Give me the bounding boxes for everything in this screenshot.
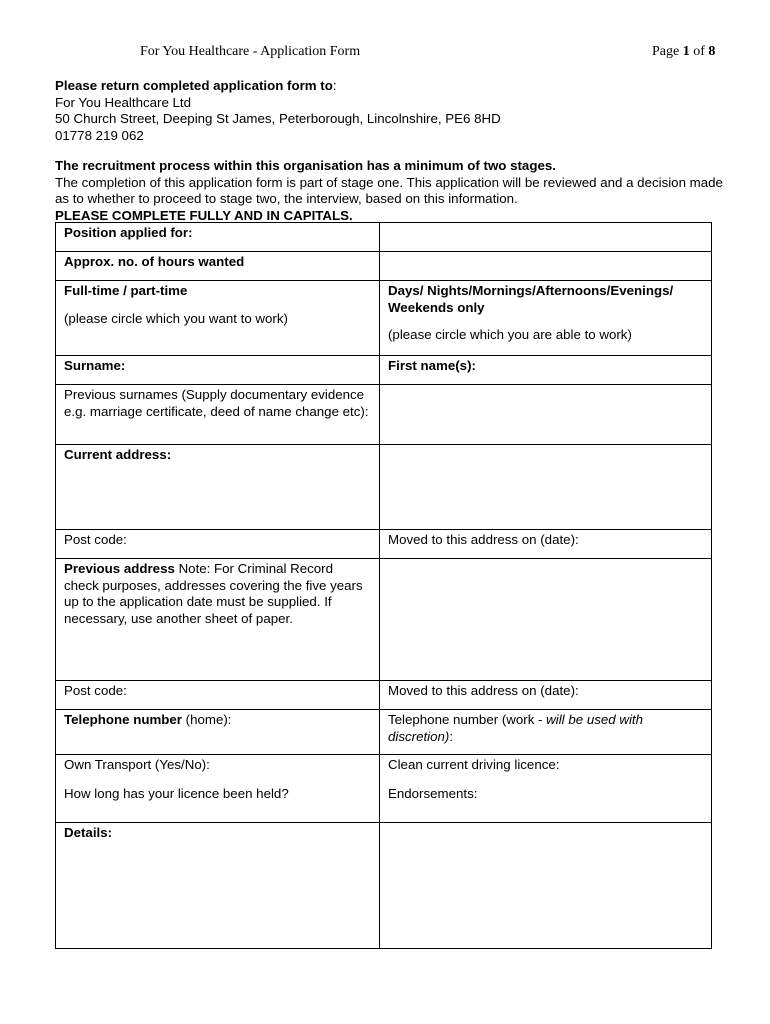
firstname-label[interactable]: First name(s): <box>380 356 712 385</box>
tel-work-cell[interactable] <box>380 710 712 755</box>
tel-home-suffix: (home): <box>181 712 232 727</box>
details-label[interactable]: Details: <box>56 823 380 949</box>
tel-home-label: Telephone number <box>64 712 182 727</box>
row-details <box>56 823 712 949</box>
row-prev-address <box>56 559 712 681</box>
row-position <box>56 223 712 252</box>
process-heading: The recruitment process within this organisation has a minimum of two stages. <box>55 158 556 173</box>
moved-date-2-label[interactable]: Moved to this address on (date): <box>380 681 712 710</box>
position-field[interactable] <box>380 223 712 252</box>
page-number <box>652 44 715 60</box>
row-prev-surnames <box>56 385 712 445</box>
tel-home-cell[interactable] <box>56 710 380 755</box>
hours-field[interactable] <box>380 252 712 281</box>
process-text: The completion of this application form is part of stage one. This application will be reviewed and a decision made as to whether to proceed to stage two, the interview, based on this information. <box>55 174 723 206</box>
row-hours <box>56 252 712 281</box>
company-name: For You Healthcare Ltd <box>55 94 192 110</box>
days-label: Days/ Nights/Mornings/Afternoons/Evenings/ Weekends only <box>388 283 674 315</box>
position-label: Position applied for: <box>56 223 380 252</box>
endorsements-label: Endorsements: <box>388 785 478 801</box>
intro-section <box>55 78 725 224</box>
header-title: For You Healthcare - Application Form <box>140 44 361 59</box>
prev-address-label: Previous address <box>64 561 175 576</box>
company-address: 50 Church Street, Deeping St James, Peterborough, Lincolnshire, PE6 8HD <box>55 111 501 126</box>
fulltime-label: Full-time / part-time <box>64 283 188 298</box>
surname-label[interactable]: Surname: <box>56 356 380 385</box>
postcode-label[interactable]: Post code: <box>56 530 380 559</box>
licence-cell[interactable] <box>380 755 712 823</box>
current-address-label[interactable]: Current address: <box>56 445 380 530</box>
row-telephone <box>56 710 712 755</box>
days-cell[interactable] <box>380 281 712 356</box>
row-transport <box>56 755 712 823</box>
prev-address-note: Note: For Criminal Record check purposes, addresses covering the five years up to the application date must be supplied. If necessary, use another sheet of paper. <box>64 561 363 626</box>
moved-date-label[interactable]: Moved to this address on (date): <box>380 530 712 559</box>
details-field[interactable] <box>380 823 712 949</box>
page-total: 8 <box>708 44 716 59</box>
tel-work-label: Telephone number (work - <box>388 712 547 727</box>
return-heading: Please return completed application form to: <box>55 78 337 93</box>
page-of: of <box>693 44 705 59</box>
transport-cell[interactable] <box>56 755 380 823</box>
prev-surnames-label: Previous surnames (Supply documentary evidence e.g. marriage certificate, deed of name change etc): <box>56 385 380 445</box>
days-note: (please circle which you are able to work) <box>388 327 632 342</box>
instruction: PLEASE COMPLETE FULLY AND IN CAPITALS. <box>55 207 353 223</box>
company-phone: 01778 219 062 <box>55 127 144 143</box>
postcode-2-label[interactable]: Post code: <box>56 681 380 710</box>
transport-label: Own Transport (Yes/No): <box>64 757 210 772</box>
application-form-table <box>55 222 712 949</box>
prev-address-field[interactable] <box>380 559 712 681</box>
current-address-field[interactable] <box>380 445 712 530</box>
page-current: 1 <box>682 44 690 59</box>
row-postcode <box>56 530 712 559</box>
hours-label: Approx. no. of hours wanted <box>56 252 380 281</box>
prev-surnames-field[interactable] <box>380 385 712 445</box>
tel-work-colon: : <box>449 728 454 744</box>
row-names <box>56 356 712 385</box>
row-postcode-2 <box>56 681 712 710</box>
page-label: Page <box>652 44 680 59</box>
driving-licence-label: Clean current driving licence: <box>388 757 560 772</box>
row-current-address <box>56 445 712 530</box>
licence-held-label: How long has your licence been held? <box>64 785 289 801</box>
fulltime-note: (please circle which you want to work) <box>64 310 288 326</box>
row-work-pattern <box>56 281 712 356</box>
fulltime-cell[interactable] <box>56 281 380 356</box>
prev-address-cell[interactable] <box>56 559 380 681</box>
tel-work-italic: will be used with discretion) <box>388 712 643 744</box>
